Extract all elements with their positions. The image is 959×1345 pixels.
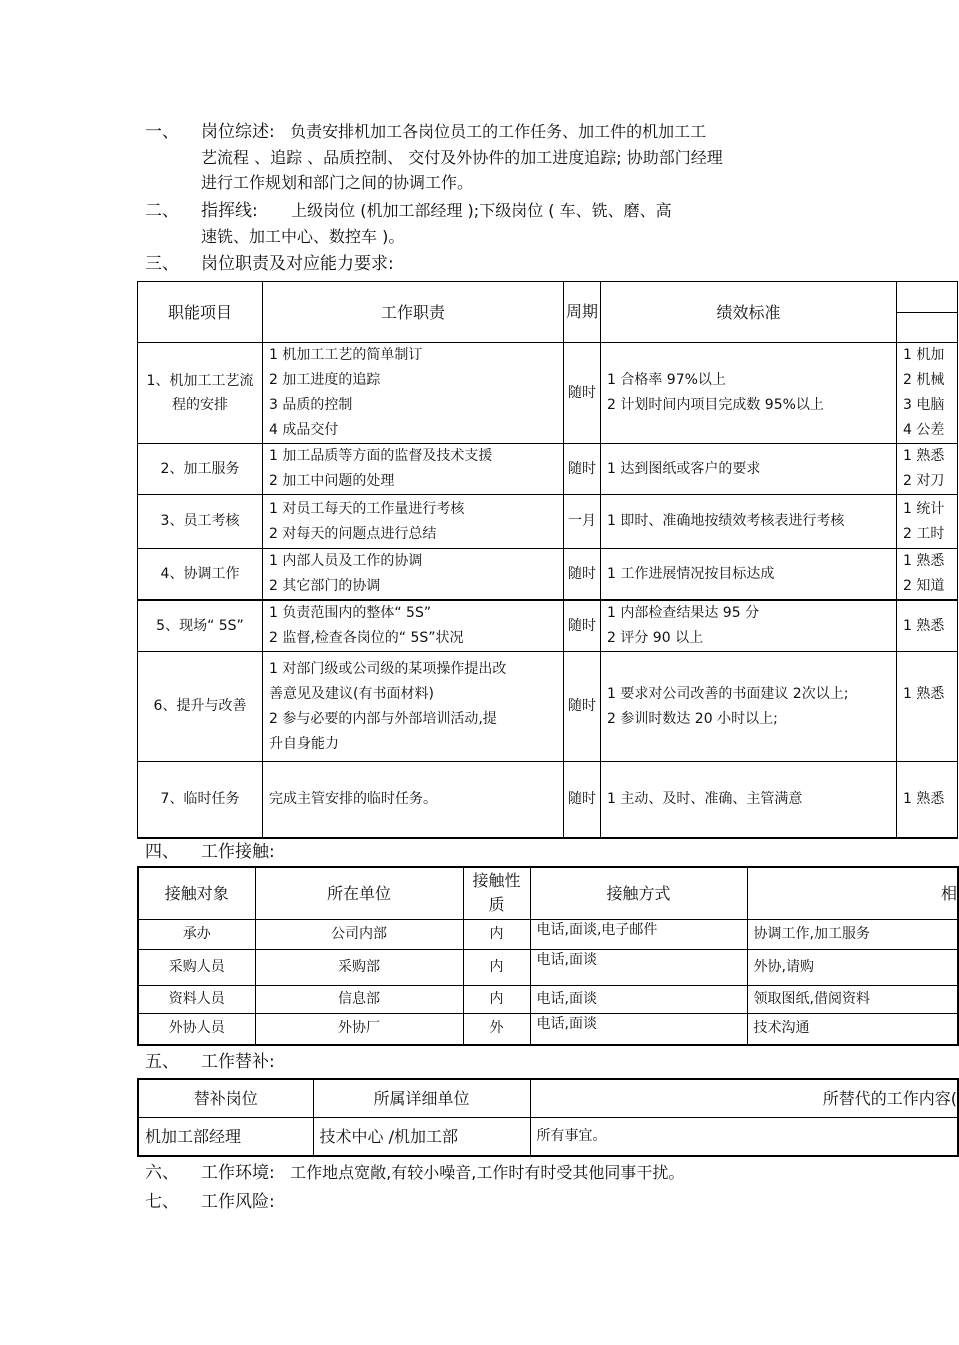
- cell-mode: 电话,面谈,电子邮件: [530, 919, 747, 949]
- cell-ability: 1 熟悉 2 对刀: [897, 444, 958, 495]
- table-row: [138, 1117, 958, 1156]
- cell-standard: 1 达到图纸或客户的要求: [601, 444, 897, 495]
- header-position: 替补岗位: [138, 1079, 313, 1117]
- cell-item: 6、提升与改善: [138, 652, 263, 762]
- cell-period: 随时: [564, 549, 601, 601]
- section-text: 艺流程 、追踪 、品质控制、 交付及外协件的加工进度追踪; 协助部门经理: [201, 148, 723, 167]
- header-duty: 工作职责: [263, 282, 564, 343]
- section-number: 五、: [145, 1052, 179, 1072]
- header-unit: 所在单位: [255, 867, 463, 919]
- table-row: [138, 762, 958, 838]
- table-row: [138, 919, 958, 949]
- header-period: 周期: [564, 282, 601, 343]
- section-text: 负责安排机加工各岗位员工的工作任务、加工件的机加工工: [290, 122, 707, 141]
- section-text: 进行工作规划和部门之间的协调工作。: [201, 173, 474, 192]
- cell-ability: 1 熟悉: [897, 762, 958, 838]
- table-row: [138, 1013, 958, 1045]
- section-title: 指挥线:: [201, 201, 258, 221]
- header-mode: 接触方式: [530, 867, 747, 919]
- section-text: 速铣、加工中心、数控车 )。: [201, 227, 405, 246]
- section-title: 工作风险:: [201, 1192, 275, 1212]
- cell-unit: 公司内部: [255, 919, 463, 949]
- cell-standard: 1 即时、准确地按绩效考核表进行考核: [601, 495, 897, 549]
- cell-item: 4、协调工作: [138, 549, 263, 601]
- cell-object: 采购人员: [138, 949, 255, 985]
- cell-duty: 1 内部人员及工作的协调 2 其它部门的协调: [263, 549, 564, 601]
- cell-duty: 1 对员工每天的工作量进行考核 2 对每天的问题点进行总结: [263, 495, 564, 549]
- cell-nature: 内: [463, 949, 530, 985]
- cell-duty: 1 负责范围内的整体“ 5S” 2 监督,检查各岗位的“ 5S”状况: [263, 600, 564, 652]
- cell-mode: 电话,面谈: [530, 949, 747, 985]
- table-row: [138, 444, 958, 495]
- section-7-heading: [145, 1191, 275, 1213]
- cell-related: 外协,请购: [747, 949, 958, 985]
- header-related: 相: [747, 867, 958, 919]
- header-content: 所替代的工作内容(: [530, 1079, 958, 1117]
- cell-nature: 内: [463, 985, 530, 1013]
- section-3-heading: [145, 253, 394, 275]
- header-unit: 所属详细单位: [313, 1079, 530, 1117]
- section-text: 上级岗位 (机加工部经理 );下级岗位 ( 车、铣、磨、高: [291, 201, 672, 220]
- section-title: 工作接触:: [201, 842, 275, 862]
- cell-unit: 采购部: [255, 949, 463, 985]
- header-nature: 接触性质: [463, 867, 530, 919]
- cell-period: 一月: [564, 495, 601, 549]
- header-ability: [897, 282, 958, 343]
- cell-period: 随时: [564, 444, 601, 495]
- header-standard: 绩效标准: [601, 282, 897, 343]
- header-object: 接触对象: [138, 867, 255, 919]
- substitute-table: [137, 1078, 959, 1157]
- cell-item: 1、机加工工艺流程的安排: [138, 343, 263, 444]
- cell-related: 协调工作,加工服务: [747, 919, 958, 949]
- substitute-table-header: [138, 1079, 958, 1117]
- cell-standard: 1 工作进展情况按目标达成: [601, 549, 897, 601]
- cell-unit: 信息部: [255, 985, 463, 1013]
- table-row: [138, 985, 958, 1013]
- cell-period: 随时: [564, 762, 601, 838]
- section-number: 六、: [145, 1163, 179, 1183]
- section-number: 三、: [145, 254, 179, 274]
- section-6-heading: [145, 1162, 684, 1184]
- section-number: 二、: [145, 201, 179, 221]
- duty-table: [137, 281, 958, 839]
- table-row: [138, 549, 958, 601]
- cell-content: 所有事宜。: [530, 1117, 958, 1156]
- cell-ability: 1 熟悉: [897, 652, 958, 762]
- cell-period: 随时: [564, 652, 601, 762]
- duty-table-header: [138, 282, 958, 343]
- section-title: 工作环境:: [201, 1163, 275, 1183]
- cell-nature: 外: [463, 1013, 530, 1045]
- cell-standard: 1 合格率 97%以上 2 计划时间内项目完成数 95%以上: [601, 343, 897, 444]
- table-row: [138, 600, 958, 652]
- section-number: 四、: [145, 842, 179, 862]
- cell-ability: 1 熟悉: [897, 600, 958, 652]
- cell-ability: 1 机加 2 机械 3 电脑 4 公差: [897, 343, 958, 444]
- cell-item: 3、员工考核: [138, 495, 263, 549]
- section-title: 工作替补:: [201, 1052, 275, 1072]
- section-number: 一、: [145, 122, 179, 142]
- cell-object: 资料人员: [138, 985, 255, 1013]
- contact-table-header: [138, 867, 958, 919]
- table-row: [138, 652, 958, 762]
- cell-related: 领取图纸,借阅资料: [747, 985, 958, 1013]
- section-4-heading: [145, 841, 275, 863]
- cell-standard: 1 内部检查结果达 95 分 2 评分 90 以上: [601, 600, 897, 652]
- cell-mode: 电话,面谈: [530, 985, 747, 1013]
- section-1-heading: [145, 121, 706, 143]
- cell-standard: 1 主动、及时、准确、主管满意: [601, 762, 897, 838]
- section-5-heading: [145, 1051, 275, 1073]
- cell-object: 外协人员: [138, 1013, 255, 1045]
- table-row: [138, 949, 958, 985]
- cell-duty: 1 加工品质等方面的监督及技术支援 2 加工中问题的处理: [263, 444, 564, 495]
- cell-duty: 1 对部门级或公司级的某项操作提出改 善意见及建议(有书面材料) 2 参与必要的内部与外部培训活动,提 升自身能力: [263, 652, 564, 762]
- section-number: 七、: [145, 1192, 179, 1212]
- cell-object: 承办: [138, 919, 255, 949]
- cell-standard: 1 要求对公司改善的书面建议 2次以上; 2 参训时数达 20 小时以上;: [601, 652, 897, 762]
- contact-table: [137, 866, 959, 1046]
- header-item: 职能项目: [138, 282, 263, 343]
- cell-unit: 技术中心 /机加工部: [313, 1117, 530, 1156]
- cell-ability: 1 统计 2 工时: [897, 495, 958, 549]
- section-text: 工作地点宽敞,有较小噪音,工作时有时受其他同事干扰。: [290, 1163, 685, 1182]
- cell-item: 7、临时任务: [138, 762, 263, 838]
- cell-unit: 外协厂: [255, 1013, 463, 1045]
- cell-item: 2、加工服务: [138, 444, 263, 495]
- table-row: [138, 495, 958, 549]
- cell-item: 5、现场“ 5S”: [138, 600, 263, 652]
- cell-related: 技术沟通: [747, 1013, 958, 1045]
- cell-duty: 1 机加工工艺的简单制订 2 加工进度的追踪 3 品质的控制 4 成品交付: [263, 343, 564, 444]
- section-title: 岗位职责及对应能力要求:: [201, 254, 394, 274]
- cell-period: 随时: [564, 343, 601, 444]
- cell-ability: 1 熟悉 2 知道: [897, 549, 958, 601]
- cell-mode: 电话,面谈: [530, 1013, 747, 1045]
- cell-period: 随时: [564, 600, 601, 652]
- cell-duty: 完成主管安排的临时任务。: [263, 762, 564, 838]
- cell-position: 机加工部经理: [138, 1117, 313, 1156]
- table-row: [138, 343, 958, 444]
- section-title: 岗位综述:: [201, 122, 275, 142]
- section-2-heading: [145, 200, 672, 222]
- cell-nature: 内: [463, 919, 530, 949]
